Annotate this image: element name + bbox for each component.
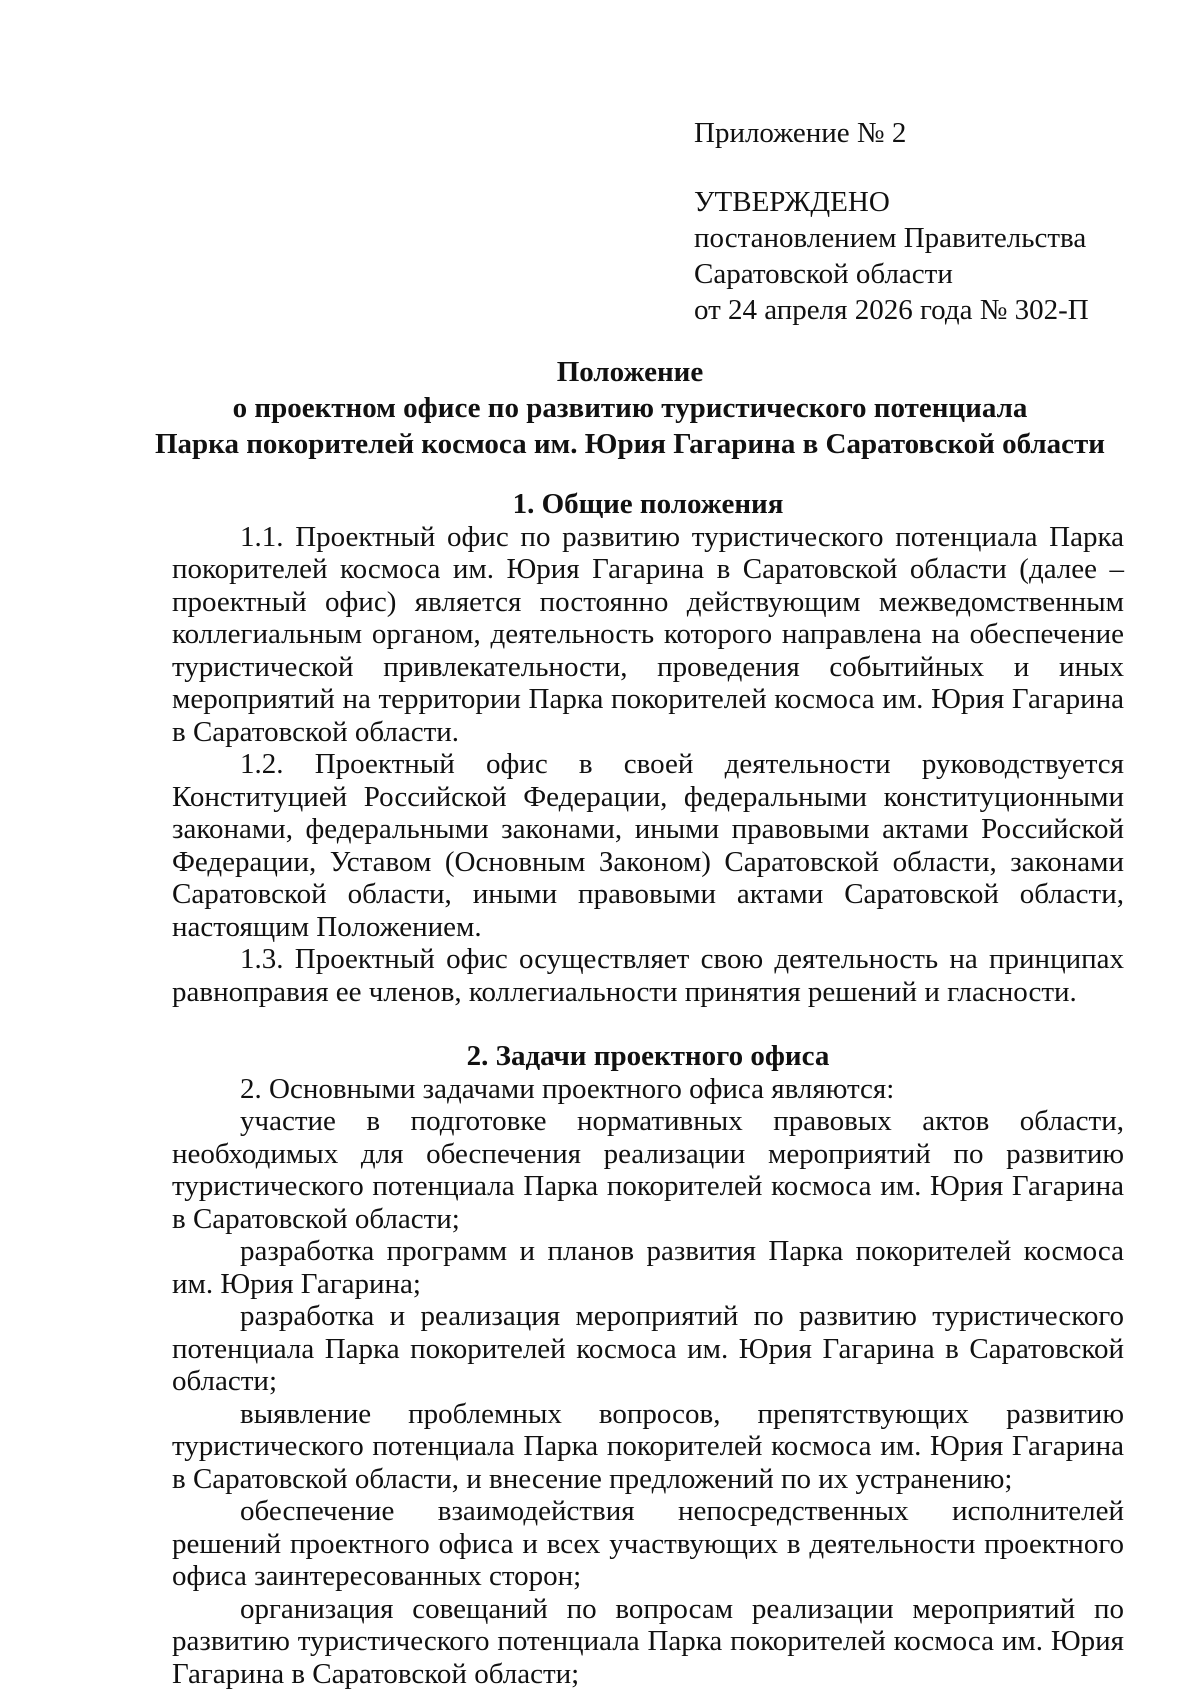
task-item: разработка и реализация мероприятий по развитию туристического потенциала Парка покорителей космоса им. Юрия Гагарина в Саратовской области; <box>172 1300 1124 1398</box>
section-2-intro: 2. Основными задачами проектного офиса являются: <box>172 1073 1124 1106</box>
task-item: обеспечение взаимодействия непосредственных исполнителей решений проектного офиса и всех участвующих в деятельности проектного офиса заинтересованных сторон; <box>172 1495 1124 1593</box>
section-spacer <box>172 1008 1124 1040</box>
document-body <box>172 488 1124 1690</box>
appendix-label: Приложение № 2 <box>694 115 906 151</box>
task-item: разработка программ и планов развития Парка покорителей космоса им. Юрия Гагарина; <box>172 1235 1124 1300</box>
task-item: выявление проблемных вопросов, препятствующих развитию туристического потенциала Парка покорителей космоса им. Юрия Гагарина в Саратовской области, и внесение предложений по их устранению; <box>172 1398 1124 1496</box>
section-1-heading: 1. Общие положения <box>172 488 1124 521</box>
approval-line-3: от 24 апреля 2026 года № 302-П <box>694 292 1089 328</box>
paragraph-1-2: 1.2. Проектный офис в своей деятельности руководствуется Конституцией Российской Федерации, федеральными конституционными законами, федеральными законами, иными правовыми актами Российской Федерации, Уставом (Основным Законом) Саратовской области, законами Саратовской области, иными правовыми актами Саратовской области, настоящим Положением. <box>172 748 1124 943</box>
document-title <box>150 354 1110 462</box>
section-2-heading: 2. Задачи проектного офиса <box>172 1040 1124 1073</box>
task-item: организация совещаний по вопросам реализации мероприятий по развитию туристического потенциала Парка покорителей космоса им. Юрия Гагарина в Саратовской области; <box>172 1593 1124 1690</box>
paragraph-1-1: 1.1. Проектный офис по развитию туристического потенциала Парка покорителей космоса им. Юрия Гагарина в Саратовской области (далее – проектный офис) является постоянно действующим межведомственным коллегиальным органом, деятельность которого направлена на обеспечение туристической привлекательности, проведения событийных и иных мероприятий на территории Парка покорителей космоса им. Юрия Гагарина в Саратовской области. <box>172 521 1124 749</box>
approval-block <box>694 184 1089 328</box>
task-item: участие в подготовке нормативных правовых актов области, необходимых для обеспечения реализации мероприятий по развитию туристического потенциала Парка покорителей космоса им. Юрия Гагарина в Саратовской области; <box>172 1105 1124 1235</box>
title-line-2: о проектном офисе по развитию туристического потенциала <box>150 390 1110 426</box>
approval-heading: УТВЕРЖДЕНО <box>694 184 1089 220</box>
title-line-1: Положение <box>150 354 1110 390</box>
title-line-3: Парка покорителей космоса им. Юрия Гагарина в Саратовской области <box>150 426 1110 462</box>
approval-line-2: Саратовской области <box>694 256 1089 292</box>
approval-line-1: постановлением Правительства <box>694 220 1089 256</box>
paragraph-1-3: 1.3. Проектный офис осуществляет свою деятельность на принципах равноправия ее членов, коллегиальности принятия решений и гласности. <box>172 943 1124 1008</box>
